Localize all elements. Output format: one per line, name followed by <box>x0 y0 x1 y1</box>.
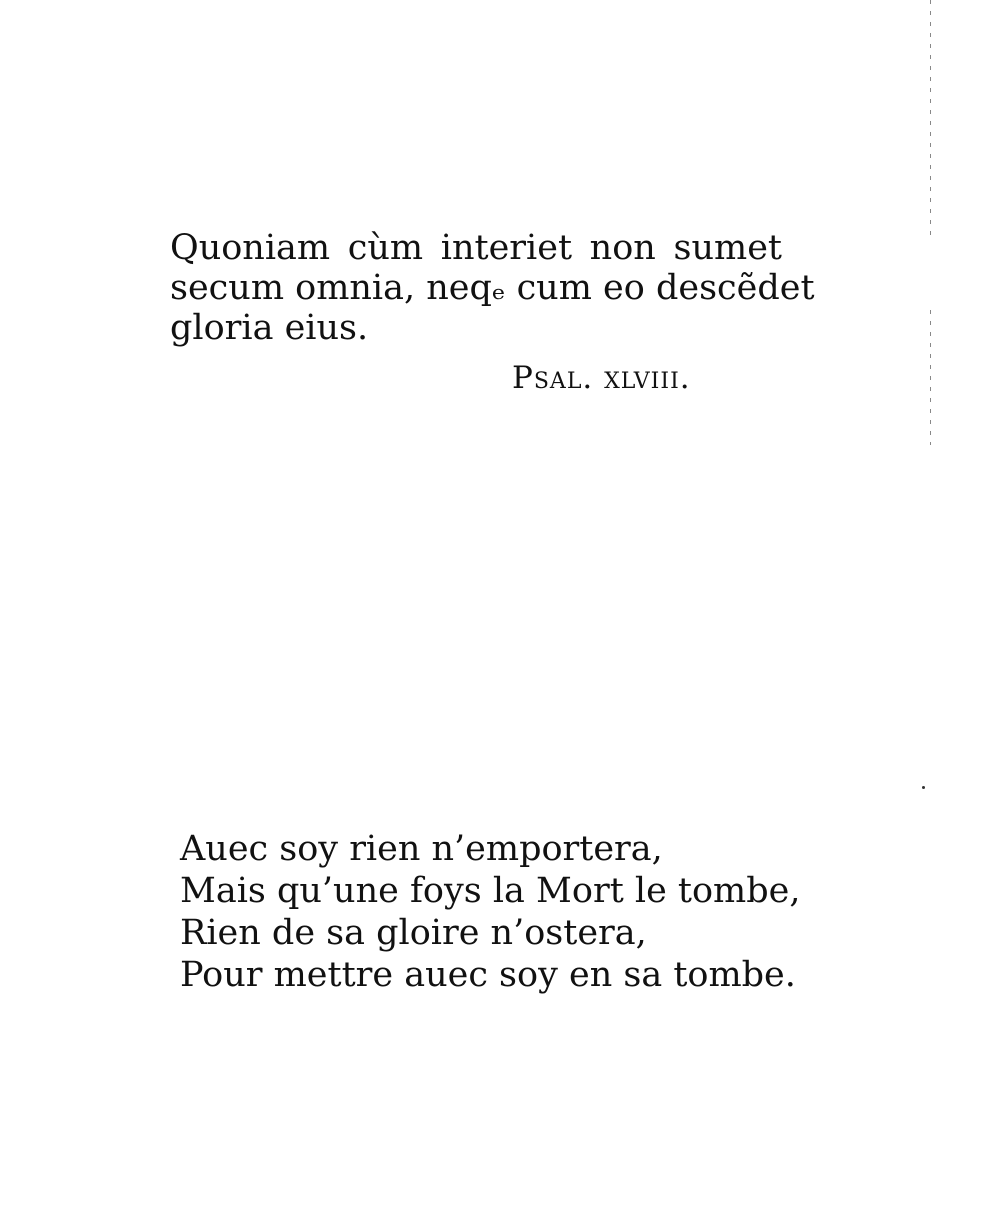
epigraph-line: Quoniam cùm interiet non sumet <box>170 228 782 268</box>
epigraph-line: secum omnia, neqₑ cum eo descẽdet <box>170 268 815 308</box>
epigraph-line: gloria eius. <box>170 308 369 348</box>
page-edge-mark-upper <box>930 0 931 235</box>
french-verse <box>180 828 800 996</box>
verse-line: Pour mettre auec soy en sa tombe. <box>180 955 796 995</box>
psalm-citation: Psal. xlviii. <box>512 360 691 396</box>
verse-line: Rien de sa gloire n’ostera, <box>180 913 647 953</box>
page-edge-mark-lower <box>930 310 931 445</box>
page-speck <box>922 786 925 789</box>
verse-line: Auec soy rien n’emportera, <box>180 829 663 869</box>
latin-epigraph <box>170 228 815 348</box>
verse-line: Mais qu’une foys la Mort le tombe, <box>180 871 801 911</box>
